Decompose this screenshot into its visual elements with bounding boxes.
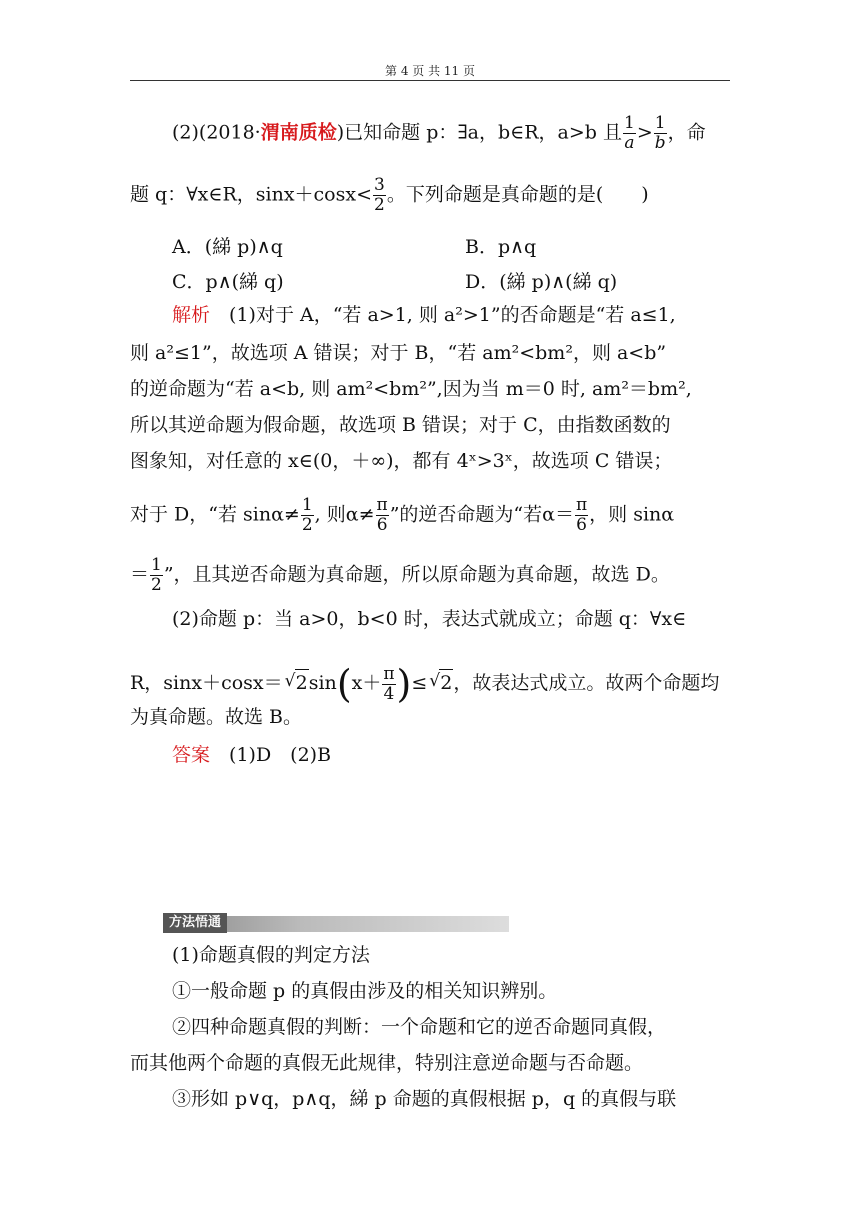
problem2-line1 — [172, 114, 730, 153]
option-a: A．(綈 p)∧q — [172, 236, 283, 258]
problem2-question: 。下列命题是真命题的是( ) — [386, 183, 649, 206]
greater-than: > — [636, 121, 653, 144]
option-c: C．p∧(綈 q) — [172, 271, 284, 293]
method-line2: ①一般命题 p 的真假由涉及的相关知识辨别。 — [172, 980, 558, 1002]
analysis-line7: ＝ $\frac{1}{2}$ ”，且其逆否命题为真命题，所以原命题为真命题，故选 D。 — [130, 555, 670, 595]
right-paren: ) — [396, 662, 412, 706]
method-line3: ②四种命题真假的判断：一个命题和它的逆否命题同真假， — [172, 1016, 667, 1038]
page-header: 第 4 页 共 11 页 — [385, 64, 475, 78]
fraction-pi-over-4: $\frac{\pi}{4}$ — [383, 663, 395, 704]
answer-text: (1)D (2)B — [229, 744, 332, 766]
problem2-stem: )已知命题 p：∃a，b∈R，a>b 且 — [336, 121, 622, 144]
problem2-line2-text: 题 q：∀x∈R，sinx＋cosx< — [130, 183, 372, 206]
left-paren: ( — [336, 662, 352, 706]
analysis-line5: 图象知，对任意的 x∈(0，＋∞)，都有 4ˣ>3ˣ，故选项 C 错误； — [130, 450, 673, 472]
fraction-1-over-2: $\frac{1}{2}$ — [301, 495, 313, 535]
problem2-source: 渭南质检 — [260, 121, 337, 144]
analysis-line8: (2)命题 p：当 a>0，b<0 时，表达式就成立；命题 q：∀x∈ — [172, 608, 687, 630]
fraction-3-over-2: $\frac{3}{2}$ — [374, 175, 385, 215]
method-line4: 而其他两个命题的真假无此规律，特别注意逆命题与否命题。 — [130, 1052, 644, 1074]
fraction-pi-over-6-b: $\frac{\pi}{6}$ — [575, 495, 588, 535]
option-b: B．p∧q — [465, 236, 537, 258]
header-rule — [130, 80, 730, 81]
option-d: D．(綈 p)∧(綈 q) — [465, 271, 618, 293]
fraction-1-over-b: $\frac{1}{b}$ — [654, 113, 666, 153]
fraction-pi-over-6: $\frac{\pi}{6}$ — [376, 495, 388, 535]
answer-line — [172, 742, 730, 768]
analysis-line3: 的逆命题为“若 a<b, 则 am²<bm²”,因为当 m＝0 时, am²＝bm², — [130, 378, 692, 400]
method-line1: (1)命题真假的判定方法 — [172, 944, 370, 966]
method-banner-label: 方法悟通 — [163, 913, 227, 933]
analysis-line9: R，sinx＋cosx＝√ 2sin(x＋ $\frac{\pi}{4}$ )≤√ 2，故表达式成立。故两个命题均 — [130, 664, 730, 704]
method-line5: ③形如 p∨q，p∧q，綈 p 命题的真假根据 p，q 的真假与联 — [172, 1088, 677, 1110]
problem2-line2 — [130, 176, 730, 215]
analysis-label: 解析 — [172, 304, 211, 326]
sqrt-2-b: √ 2 — [439, 669, 453, 696]
analysis-line10: 为真命题。故选 B。 — [130, 706, 303, 728]
analysis-line4: 所以其逆命题为假命题，故选项 B 错误；对于 C，由指数函数的 — [130, 414, 671, 436]
analysis-line6: 对于 D，“若 sinα≠ $\frac{1}{2}$ , 则α≠ $\frac{\pi}{6}$ ”的逆否命题为“若α＝ $\frac{\pi}{6}$ ，则 sinα — [130, 495, 675, 535]
problem2-prefix: (2)(2018· — [172, 121, 261, 144]
problem2-line1-tail: ，命 — [667, 121, 706, 144]
analysis-line1: 解析 (1)对于 A，“若 a>1, 则 a²>1”的否命题是“若 a≤1, — [172, 304, 676, 326]
answer-label: 答案 — [172, 744, 211, 766]
analysis-line2: 则 a²≤1”，故选项 A 错误；对于 B，“若 am²<bm²，则 a<b” — [130, 342, 667, 364]
fraction-1-over-2-b: $\frac{1}{2}$ — [151, 555, 162, 595]
sqrt-2: √ 2 — [295, 669, 309, 696]
fraction-1-over-a: $\frac{1}{a}$ — [623, 113, 635, 153]
